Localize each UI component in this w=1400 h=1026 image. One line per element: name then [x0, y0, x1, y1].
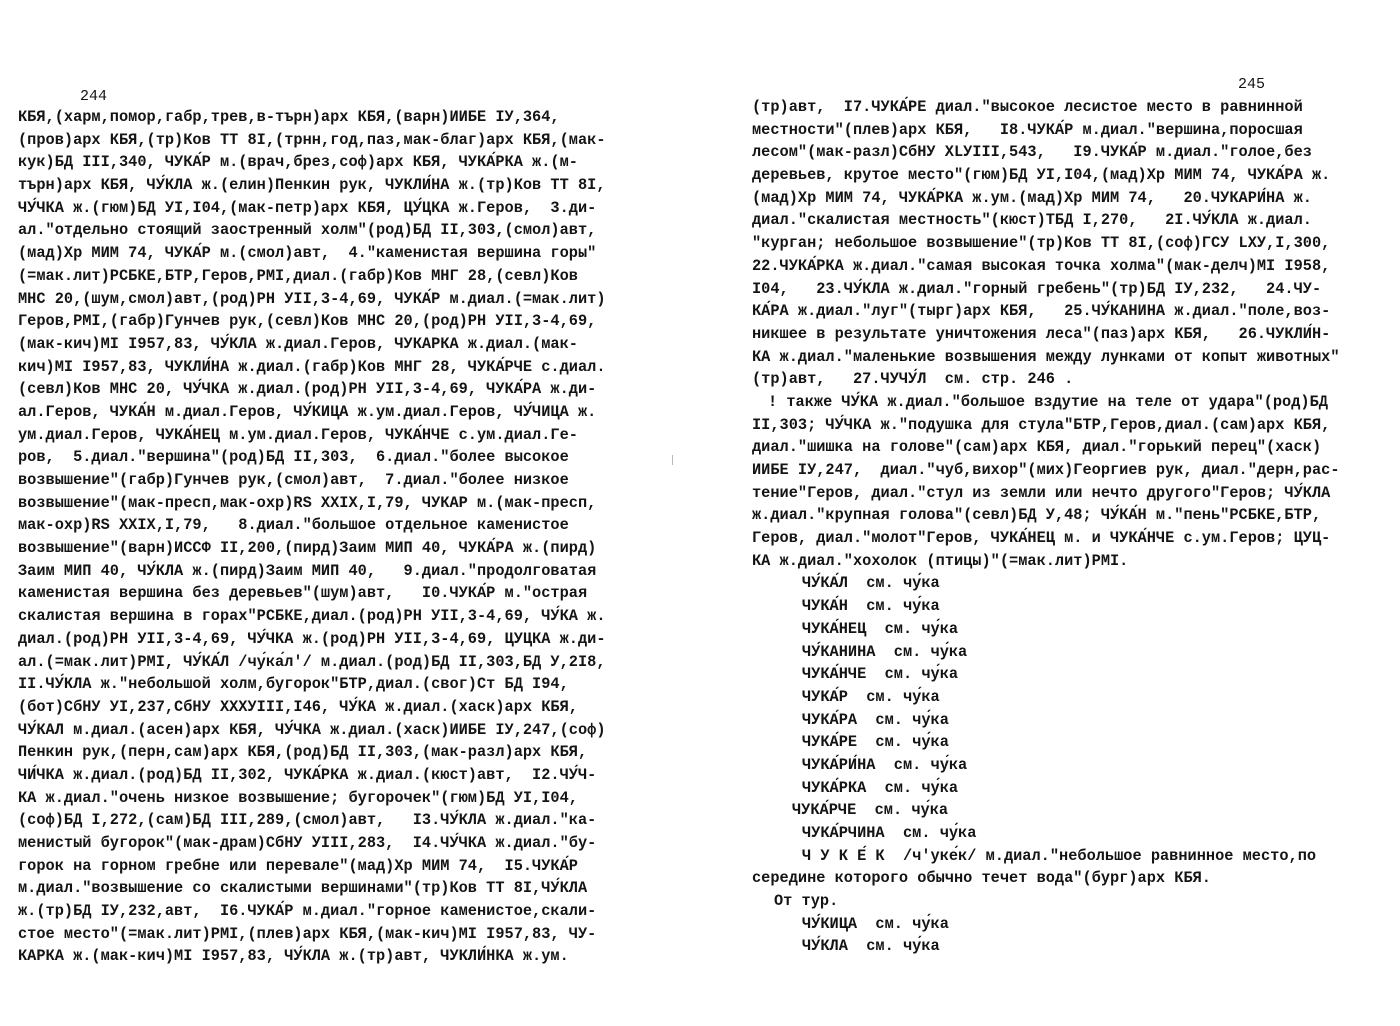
text-line: "курган; небольшое возвышение"(тр)Ков ТТ 8I,(соф)ГСУ LХУ,I,300,: [752, 234, 1331, 253]
text-line: Пенкин рук,(перн,сам)арх КБЯ,(род)БД II,303,(мак-разл)арх КБЯ,: [18, 743, 588, 762]
text-line: диал."шишка на голове"(сам)арх КБЯ, диал."горький перец"(хаск): [752, 438, 1322, 457]
text-line: возвышение"(габр)Гунчев рук,(смол)авт, 7.диал."более низкое: [18, 471, 569, 489]
text-line: (пров)арх КБЯ,(тр)Ков ТТ 8I,(трнн,год,паз,мак-благ)арх КБЯ,(мак-: [18, 130, 606, 149]
right-page-text: [752, 96, 1340, 958]
text-line: диал.(род)РН УII,3-4,69, ЧУ́ЧКА ж.(род)РН УII,3-4,69, ЦУЦКА ж.ди-: [18, 629, 606, 648]
index-entry: ЧУКА́РЧИНА см. чу́ка: [802, 824, 977, 842]
index-entry: ЧУКА́РЕ см. чу́ка: [802, 733, 949, 752]
text-line: никшее в результате уничтожения леса"(паз)арх КБЯ, 26.ЧУКЛИ́Н-: [752, 324, 1331, 343]
text-line: (тр)авт, 27.ЧУЧУ́Л см. стр. 246 .: [752, 370, 1074, 389]
text-line: кич)МI I957,83, ЧУКЛИ́НА ж.диал.(габр)Ков МНГ 28, ЧУКА́РЧЕ с.диал.: [18, 357, 606, 376]
text-line: возвышение"(варн)ИССФ II,200,(пирд)Заим МИП 40, ЧУКА́РА ж.(пирд): [18, 539, 597, 558]
text-line: търн)арх КБЯ, ЧУ́КЛА ж.(елин)Пенкин рук, ЧУКЛИ́НА ж.(тр)Ков ТТ 8I,: [18, 176, 606, 195]
page-number-left: 244: [80, 88, 108, 105]
text-line: ! также ЧУ́КА ж.диал."большое вздутие на теле от удара"(род)БД: [768, 392, 1328, 411]
text-line: Геров, диал."молот"Геров, ЧУКА́НЕЦ м. и ЧУКА́НЧЕ с.ум.Геров; ЦУЦ-: [752, 529, 1331, 548]
text-line: диал."скалистая местность"(кюст)ТБД I,270, 2I.ЧУ́КЛА ж.диал.: [752, 211, 1312, 230]
index-entry: ЧУ́КЛА см. чу́ка: [802, 937, 940, 956]
text-line: КА ж.диал."хохолок (птицы)"(=мак.лит)РМI.: [752, 551, 1129, 570]
text-line: деревьев, крутое место"(гюм)БД УI,I04,(мад)Хр МИМ 74, ЧУКА́РА ж.: [752, 166, 1331, 185]
text-line: I04, 23.ЧУ́КЛА ж.диал."горный гребень"(тр)БД IУ,232, 24.ЧУ-: [752, 279, 1322, 298]
text-line: (тр)авт, I7.ЧУКА́РЕ диал."высокое лесистое место в равнинной: [752, 98, 1303, 116]
text-line: КБЯ,(харм,помор,габр,трев,в-търн)арх КБЯ,(варн)ИИБЕ IУ,364,: [18, 108, 560, 126]
text-line: каменистая вершина без деревьев"(шум)авт, I0.ЧУКА́Р м."острая: [18, 584, 588, 603]
text-line: ж.диал."крупная голова"(севл)БД У,48; ЧУ́КА́Н м."пень"РСБКЕ,БТР,: [752, 506, 1322, 525]
index-entry: ЧУКА́Р см. чу́ка: [802, 687, 940, 706]
text-line: местности"(плев)арх КБЯ, I8.ЧУКА́Р м.диал."вершина,поросшая: [752, 120, 1303, 139]
text-line: ал."отдельно стоящий заостренный холм"(род)БД II,303,(смол)авт,: [18, 221, 597, 240]
text-line: стое место"(=мак.лит)РМI,(плев)арх КБЯ,(мак-кич)МI I957,83, ЧУ-: [18, 924, 597, 943]
text-line: II.ЧУ́КЛА ж."небольшой холм,бугорок"БТР,диал.(свог)Ст БД I94,: [18, 675, 569, 694]
entry-continuation-line: середине которого обычно течет вода"(бург)арх КБЯ.: [752, 869, 1211, 888]
text-line: Заим МИП 40, ЧУ́КЛА ж.(пирд)Заим МИП 40, 9.диал."продолговатая: [18, 561, 597, 580]
text-line: МНС 20,(шум,смол)авт,(род)РН УII,3-4,69, ЧУКА́Р м.диал.(=мак.лит): [18, 289, 606, 308]
text-line: м.диал."возвышение со скалистыми вершинами"(тр)Ков ТТ 8I,ЧУ́КЛА: [18, 879, 588, 898]
text-line: Геров,РМI,(габр)Гунчев рук,(севл)Ков МНС 20,(род)РН УII,3-4,69,: [18, 312, 597, 331]
index-entry: ЧУКА́РЧЕ см. чу́ка: [792, 801, 949, 820]
index-entry: ЧУКА́РКА см. чу́ка: [802, 778, 959, 797]
text-line: ал.Геров, ЧУКА́Н м.диал.Геров, ЧУ́КИЦА ж.ум.диал.Геров, ЧУ́ЧИЦА ж.: [18, 402, 597, 421]
text-line: ров, 5.диал."вершина"(род)БД II,303, 6.диал."более высокое: [18, 448, 569, 467]
text-line: ж.(тр)БД IУ,232,авт, I6.ЧУКА́Р м.диал."горное каменистое,скали-: [18, 902, 597, 921]
text-line: ум.диал.Геров, ЧУКА́НЕЦ м.ум.диал.Геров, ЧУКА́НЧЕ с.ум.диал.Ге-: [18, 425, 578, 444]
text-line: 22.ЧУКА́РКА ж.диал."самая высокая точка холма"(мак-делч)МI I958,: [752, 256, 1331, 275]
text-line: мак-охр)RS XXIX,I,79, 8.диал."большое отдельное каменистое: [18, 516, 569, 535]
text-line: горок на горном гребне или перевале"(мад)Хр МИМ 74, I5.ЧУКА́Р: [18, 856, 578, 875]
entry-headword-line: Ч У К Е́ К /ч'уке́к/ м.диал."небольшое равнинное место,по: [802, 846, 1317, 865]
text-line: (бот)СбНУ УI,237,СбНУ XXXУIII,I46, ЧУ́КА ж.диал.(хаск)арх КБЯ,: [18, 697, 578, 716]
text-line: (соф)БД I,272,(сам)БД III,289,(смол)авт, I3.ЧУ́КЛА ж.диал."ка-: [18, 811, 597, 830]
index-entry: ЧУ́КА́Л см. чу́ка: [802, 574, 940, 593]
index-entry: ЧУКА́НЕЦ см. чу́ка: [802, 619, 959, 638]
text-line: (мад)Хр МИМ 74, ЧУКА́РКА ж.ум.(мад)Хр МИМ 74, 20.ЧУКАРИ́НА ж.: [752, 188, 1312, 207]
text-line: КА ж.диал."очень низкое возвышение; бугорочек"(гюм)БД УI,I04,: [18, 788, 578, 807]
text-line: (севл)Ков МНС 20, ЧУ́ЧКА ж.диал.(род)РН УII,3-4,69, ЧУКА́РА ж.ди-: [18, 380, 597, 399]
text-line: возвышение"(мак-пресп,мак-охр)RS XXIX,I,79, ЧУКАР м.(мак-пресп,: [18, 493, 597, 512]
index-entry: ЧУКА́РИ́НА см. чу́ка: [802, 755, 968, 774]
text-line: КА ж.диал."маленькие возвышения между лунками от копыт животных": [752, 347, 1340, 366]
text-line: скалистая вершина в горах"РСБКЕ,диал.(род)РН УII,3-4,69, ЧУ́КА ж.: [18, 607, 606, 626]
left-page-text: [18, 106, 606, 968]
page-number-right: 245: [1238, 76, 1266, 93]
index-entry: ЧУКА́НЧЕ см. чу́ка: [802, 665, 959, 684]
text-line: ЧУ́ЧКА ж.(гюм)БД УI,I04,(мак-петр)арх КБЯ, ЦУ́ЦКА ж.Геров, 3.ди-: [18, 198, 597, 217]
text-line: менистый бугорок"(мак-драм)СбНУ УIII,283, I4.ЧУ́ЧКА ж.диал."бу-: [18, 834, 597, 852]
text-line: КА́РА ж.диал."луг"(тырг)арх КБЯ, 25.ЧУ́КАНИНА ж.диал."поле,воз-: [752, 302, 1331, 321]
text-line: II,303; ЧУ́ЧКА ж."подушка для стула"БТР,Геров,диал.(сам)арх КБЯ,: [752, 415, 1331, 434]
text-line: (мад)Хр МИМ 74, ЧУКА́Р м.(смол)авт, 4."каменистая вершина горы": [18, 244, 597, 263]
text-line: КАРКА ж.(мак-кич)МI I957,83, ЧУ́КЛА ж.(тр)авт, ЧУКЛИ́НКА ж.ум.: [18, 947, 569, 966]
text-line: лесом"(мак-разл)СбНУ XLУIII,543, I9.ЧУКА́Р м.диал."голое,без: [752, 143, 1312, 162]
index-entry: ЧУКА́Н см. чу́ка: [802, 597, 940, 616]
etymology-line: От тур.: [774, 892, 839, 911]
text-line: тение"Геров, диал."стул из земли или нечто другого"Геров; ЧУ́КЛА: [752, 483, 1331, 502]
index-entry: ЧУКА́РА см. чу́ка: [802, 710, 949, 729]
text-line: ИИБЕ IУ,247, диал."чуб,вихор"(мих)Георгиев рук, диал."дерн,рас-: [752, 461, 1340, 479]
page-gutter-mark: [672, 455, 673, 465]
index-entry: ЧУ́КАНИНА см. чу́ка: [802, 642, 968, 661]
text-line: кук)БД III,340, ЧУКА́Р м.(врач,брез,соф)арх КБЯ, ЧУКА́РКА ж.(м-: [18, 153, 578, 172]
text-line: (мак-кич)МI I957,83, ЧУ́КЛА ж.диал.Геров, ЧУКАРКА ж.диал.(мак-: [18, 334, 578, 353]
text-line: ЧИ́ЧКА ж.диал.(род)БД II,302, ЧУКА́РКА ж.диал.(кюст)авт, I2.ЧУ́Ч-: [18, 765, 597, 784]
index-entry: ЧУ́КИЦА см. чу́ка: [802, 914, 949, 933]
text-line: ЧУ́КАЛ м.диал.(асен)арх КБЯ, ЧУ́ЧКА ж.диал.(хаск)ИИБЕ IУ,247,(соф): [18, 720, 606, 739]
text-line: (=мак.лит)РСБКЕ,БТР,Геров,РМI,диал.(габр)Ков МНГ 28,(севл)Ков: [18, 266, 578, 285]
text-line: ал.(=мак.лит)РМI, ЧУ́КА́Л /чу́ка́л'/ м.диал.(род)БД II,303,БД У,2I8,: [18, 652, 606, 671]
